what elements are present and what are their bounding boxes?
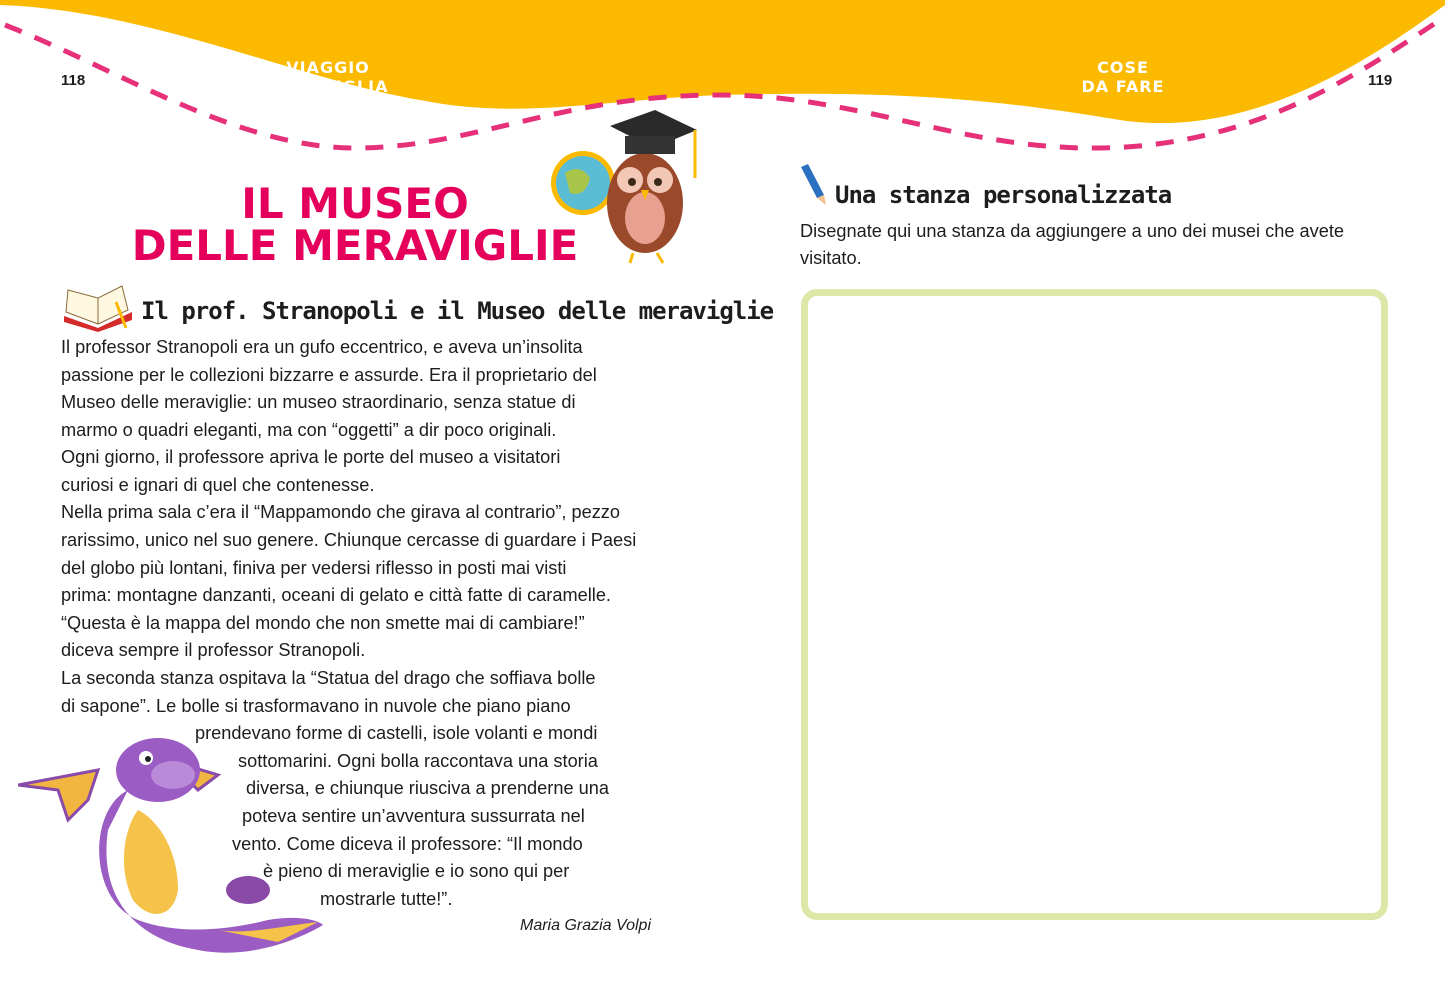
section-label-left	[258, 58, 398, 96]
activity-instruction: Disegnate qui una stanza da aggiungere a uno dei musei che avete	[800, 221, 1344, 241]
story-line: diversa, e chiunque riusciva a prenderne una	[246, 778, 609, 798]
section-label-line: VIAGGIO	[286, 58, 370, 77]
story-line: La seconda stanza ospitava la “Statua del drago che soffiava bolle	[61, 668, 596, 688]
section-label-line: DA FARE	[1081, 77, 1165, 96]
pencil-icon	[798, 163, 830, 207]
activity-instruction: visitato.	[800, 248, 862, 268]
story-line: prendevano forme di castelli, isole volanti e mondi	[195, 723, 598, 743]
drawing-area[interactable]	[801, 289, 1388, 920]
story-line: Nella prima sala c’era il “Mappamondo che girava al contrario”, pezzo	[61, 502, 621, 522]
story-line: Museo delle meraviglie: un museo straordinario, senza statue di	[61, 392, 576, 412]
story-line: passione per le collezioni bizzarre e assurde. Era il proprietario del	[61, 365, 597, 385]
story-line: di sapone”. Le bolle si trasformavano in nuvole che piano piano	[61, 696, 571, 716]
story-line: è pieno di meraviglie e io sono qui per	[263, 861, 570, 881]
section-label-right	[1058, 58, 1188, 96]
story-line: diceva sempre il professor Stranopoli.	[61, 640, 366, 660]
story-line: marmo o quadri eleganti, ma con “oggetti” a dir poco originali.	[61, 420, 557, 440]
story-line: “Questa è la mappa del mondo che non smette mai di cambiare!”	[61, 613, 585, 633]
page-number-left: 118	[61, 72, 86, 89]
section-label-line: COSE	[1097, 58, 1149, 77]
story-line: Ogni giorno, il professore apriva le porte del museo a visitatori	[61, 447, 561, 467]
story-line: vento. Come diceva il professore: “Il mondo	[232, 834, 583, 854]
owl-with-globe-illustration	[545, 108, 705, 268]
activity-heading: Una stanza personalizzata	[835, 181, 1172, 209]
story-line: prima: montagne danzanti, oceani di gelato e città fatte di caramelle.	[61, 585, 611, 605]
story-line: poteva sentire un’avventura sussurrata nel	[242, 806, 585, 826]
page-title-line1: IL MUSEO	[241, 179, 469, 228]
purple-dragon-illustration	[18, 730, 323, 965]
section-label-line: IN FAMIGLIA	[267, 77, 389, 96]
page-title-line2: DELLE MERAVIGLIE	[131, 221, 579, 270]
story-heading: Il prof. Stranopoli e il Museo delle meraviglie	[141, 297, 774, 325]
story-line: sottomarini. Ogni bolla raccontava una storia	[238, 751, 598, 771]
story-line: mostrarle tutte!”.	[320, 889, 453, 909]
story-line: rarissimo, unico nel suo genere. Chiunque cercasse di guardare i Paesi	[61, 530, 637, 550]
story-author: Maria Grazia Volpi	[519, 917, 651, 934]
story-line: Il professor Stranopoli era un gufo eccentrico, e aveva un’insolita	[61, 337, 583, 357]
story-line: del globo più lontani, finiva per vedersi riflesso in posti mai visti	[61, 558, 567, 578]
story-line: curiosi e ignari di quel che contenesse.	[61, 475, 375, 495]
page-number-right: 119	[1368, 72, 1393, 89]
open-book-icon	[62, 284, 134, 332]
